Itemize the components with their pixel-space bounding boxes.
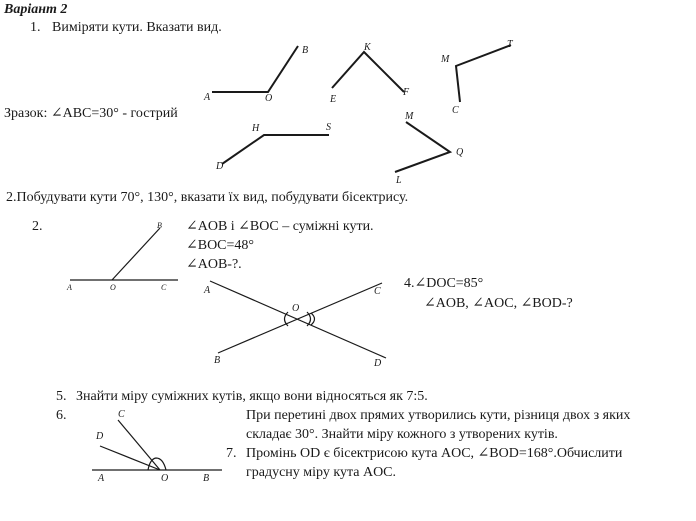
angle-aob (212, 46, 298, 92)
label-f: F (403, 87, 410, 98)
task2-heading: 2.Побудувати кути 70°, 130°, вказати їх вид, побудувати бісектрису. (6, 190, 409, 205)
task6-label-d: D (96, 431, 104, 442)
label-t: T (507, 39, 513, 50)
task2-line3: ∠AOB-?. (186, 257, 242, 272)
task6-label-o: O (161, 473, 169, 484)
task6-label-b: B (203, 473, 210, 484)
task1-text: Виміряти кути. Вказати вид. (52, 20, 222, 35)
label-m2: M (405, 111, 414, 122)
task4-label-a: A (204, 285, 211, 296)
task6-ray-od (100, 446, 160, 470)
task7-number: 7. (226, 446, 237, 461)
label-q: Q (456, 147, 464, 158)
label-k: K (364, 42, 371, 53)
label-h: H (252, 123, 260, 134)
task4-line-bc (218, 283, 382, 353)
task4-label-o: O (292, 303, 300, 314)
task6-label-a: A (98, 473, 105, 484)
task6-number: 6. (56, 408, 67, 423)
task4-angle-arc-right2 (311, 313, 315, 325)
task6-label-c: C (118, 409, 125, 420)
task2-line1: ∠AOB і ∠BOC – суміжні кути. (186, 219, 374, 234)
angle-mql (395, 122, 450, 172)
label-m1: M (441, 54, 450, 65)
label-o: O (265, 93, 273, 104)
label-l: L (396, 175, 402, 186)
angle-mct (456, 45, 511, 102)
angle-kef-like (332, 52, 404, 92)
label-b: B (302, 45, 309, 56)
angle-hsd (222, 135, 329, 164)
task1-sample: Зразок: ∠ABC=30° - гострий (4, 106, 178, 121)
task6-ray-oc (118, 420, 160, 470)
task4-label-c: C (374, 286, 381, 297)
task4-label-d: D (374, 358, 382, 369)
task4-label-b: B (214, 355, 221, 366)
task5-number: 5. (56, 389, 67, 404)
variant-title: Варіант 2 (4, 2, 68, 17)
task4-line2: ∠AOB, ∠AOC, ∠BOD-? (424, 296, 573, 311)
label-s: S (326, 122, 331, 133)
task4-line1: 4.∠DOC=85° (404, 276, 484, 291)
task7-line1: Промінь OD є бісектрисою кута AOC, ∠BOD=168°.Обчислити (246, 446, 623, 461)
task2-label-c: C (161, 283, 167, 292)
task2-ray-ob (112, 228, 160, 280)
task2-label-b: B (157, 221, 162, 230)
task1-number: 1. (30, 20, 41, 35)
task2-label-a: A (67, 283, 72, 292)
task7-line2: градусну міру кута AOC. (246, 465, 397, 480)
label-a: A (204, 92, 211, 103)
task2-number: 2. (32, 219, 43, 234)
task6-line1: При перетині двох прямих утворились кути, різниця двох з яких (246, 408, 631, 423)
task6-line2: складає 30°. Знайти міру кожного з утворених кутів. (246, 427, 558, 442)
label-e: E (330, 94, 337, 105)
task2-line2: ∠BOC=48° (186, 238, 255, 253)
task5-text: Знайти міру суміжних кутів, якщо вони відносяться як 7:5. (76, 389, 428, 404)
task2-label-o: O (110, 283, 116, 292)
label-c1: C (452, 105, 459, 116)
label-d1: D (216, 161, 224, 172)
